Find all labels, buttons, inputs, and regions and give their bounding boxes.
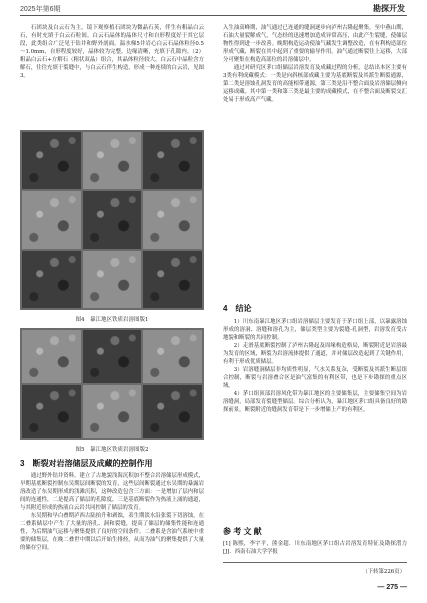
body-paragraph: 通过对研究区茅口组储层岩溶发育及成藏过程的分析，总结出本区主要有3类有利成藏模式：一类是向斜核部成藏主要为基底断裂及其派生断裂通源，第二类是溶蚀孔洞发育的高能相带通源，第三类是沿不整合面及岩溶储层侧向运移成藏。其中第一类和第三类是最主要的成藏模式，在不整合面及断裂交汇处易于形成高产气藏。 [223,65,407,103]
section-title: 勘探开发 [373,4,405,13]
figure-panel [83,385,142,438]
body-paragraph: 通过野外钻井资料，建立了古地貌浅海沉积加不整合岩溶储层形成模式，早期基底断裂控制东吴期层间断裂的发育，这些层间断裂通过东吴期的暴露岩溶改造了东吴期形成的浅滩沉积，这种改造包含三方面：一是增加了层内和层间的连通性，二是提高了储层的孔隙度，三是基底断裂作为热液上涌的通道，与其附近形成的热液白云岩共同控制了储层的发育。 [20,473,204,511]
header-rule [20,15,407,16]
body-paragraph: 石团块及白云石为主，镜下观察植石团块为微晶石英，伴生有粗晶白云石，有时充填于白云石粒间。白云石晶体的晶体尺寸和自形程度好于其它层段，此类组合广泛见于钻井和野外剖面。温水梯5井岩心白云石晶体粒径0.5～1.0mm，自形程度较好，晶体较为完整，边缘清晰，充填于孔隙内。（2）粗晶白云石+方解石（粗状双晶）组合，其晶体粒径较大，白云石中晶粒含方解石，往往充填于裂缝中，与白云石伴生构造，形成一种连续的白云岩，见图3。 [20,25,204,79]
figure-panel [83,191,142,248]
figure-panel [83,251,142,308]
references-list [223,540,407,556]
figure-panel [143,191,202,248]
body-paragraph: 东吴期和早白叠期泸西古陆抬升和剥蚀，表生期淡水沿张裂下切溶蚀，在二叠系储层中产生了大量的溶孔、洞和裂缝，提高了储层的储集性能和连通性，为后期油气运移与聚集提供了良好的空间条件。二叠系是含油气系统中重要的储集层，在晚二叠世中期以后开始生排烃，从而为油气的聚集提供了大量的储存空间。 [20,513,204,551]
figure-panel [143,385,202,438]
left-column-bottom [20,472,204,552]
page-number: — 275 — [377,584,407,591]
year-issue: 2025年第6期 [20,6,61,13]
figure-panel [143,251,202,308]
conclusion-item: 1）川东南暴江地区茅口组岩溶储层主要发育于茅口组上部，以暴露溶蚀形成的溶洞、溶缝和溶孔为主，储层类型主要为裂缝-孔洞型，岩溶发育受古地貌和断裂的共同控制。 [223,319,407,341]
conclusions [223,318,407,414]
conclusion-item: 3）岩溶缝洞储层非均质性明显，气水关系复杂，受断裂及其派生断层组合控制，断裂与岩溶叠合区是油气富集的有利区带，也是下步勘探的重点区域。 [223,367,407,389]
body-paragraph: 入生油高峰期，油气通过已连通的缝洞逐步向泸州古隆起聚集。至中燕山期，石油大量裂解成气，气态烃的迅速增加造成异常高压，由此产生裂缝，使储层物性得到进一步改善。晚期构造运动使油气藏发生调整改造，在有利构造部位形成气藏，断裂在其中起到了重要的输导作用。油气通过断裂往上运移，大部分可聚集在构造高部位的岩溶储层中。 [223,25,407,63]
section-4-heading: 4 结论 [223,304,252,313]
figure-5 [20,328,204,440]
reference-item: [1] 陈熙，李宇平，熊金超．川东南地区茅口组古岩溶发育特征及勘探潜力[J]．西南石油大学学报 [223,541,407,555]
figure-panel [22,385,81,438]
figure-panel [83,132,142,189]
references-heading: 参 考 文 献 [223,527,262,536]
figure-panel [143,132,202,189]
conclusion-item: 2）走滑基底断裂控制了泸州古隆起及周缘构造格局，断裂附近是岩溶最为发育的区域，断裂为岩溶流体提供了通道，并对储层改造起到了关键作用，有利于形成优质储层。 [223,343,407,365]
figure-4 [20,130,204,310]
figure-panel [22,251,81,308]
section-3-heading: 3 断裂对岩溶储层及成藏的控制作用 [20,459,153,468]
right-column-top [223,24,407,104]
figure-panel [143,330,202,383]
continued-note: （下转第226页） [362,569,405,575]
footnote-rule [223,562,407,563]
figure-panel [22,191,81,248]
figure-panel [22,132,81,189]
page-header [0,0,427,18]
left-column-top [20,24,204,80]
figure-5-caption: 图5 暴江地区铁质岩溶图版2 [75,447,149,453]
figure-panel [22,330,81,383]
conclusion-item: 4）茅口组顶部岩溶风化带为暴江地区的主要储集层，主要储集空间为岩溶缝洞，局部发育裂缝型储层。综合分析认为，暴江地区茅口组具备良好的勘探前景，断裂附近的缝洞发育带是下一步增储上产的有利区。 [223,391,407,413]
figure-4-caption: 图4 暴江地区铁质岩溶图版1 [75,317,149,323]
figure-panel [83,330,142,383]
